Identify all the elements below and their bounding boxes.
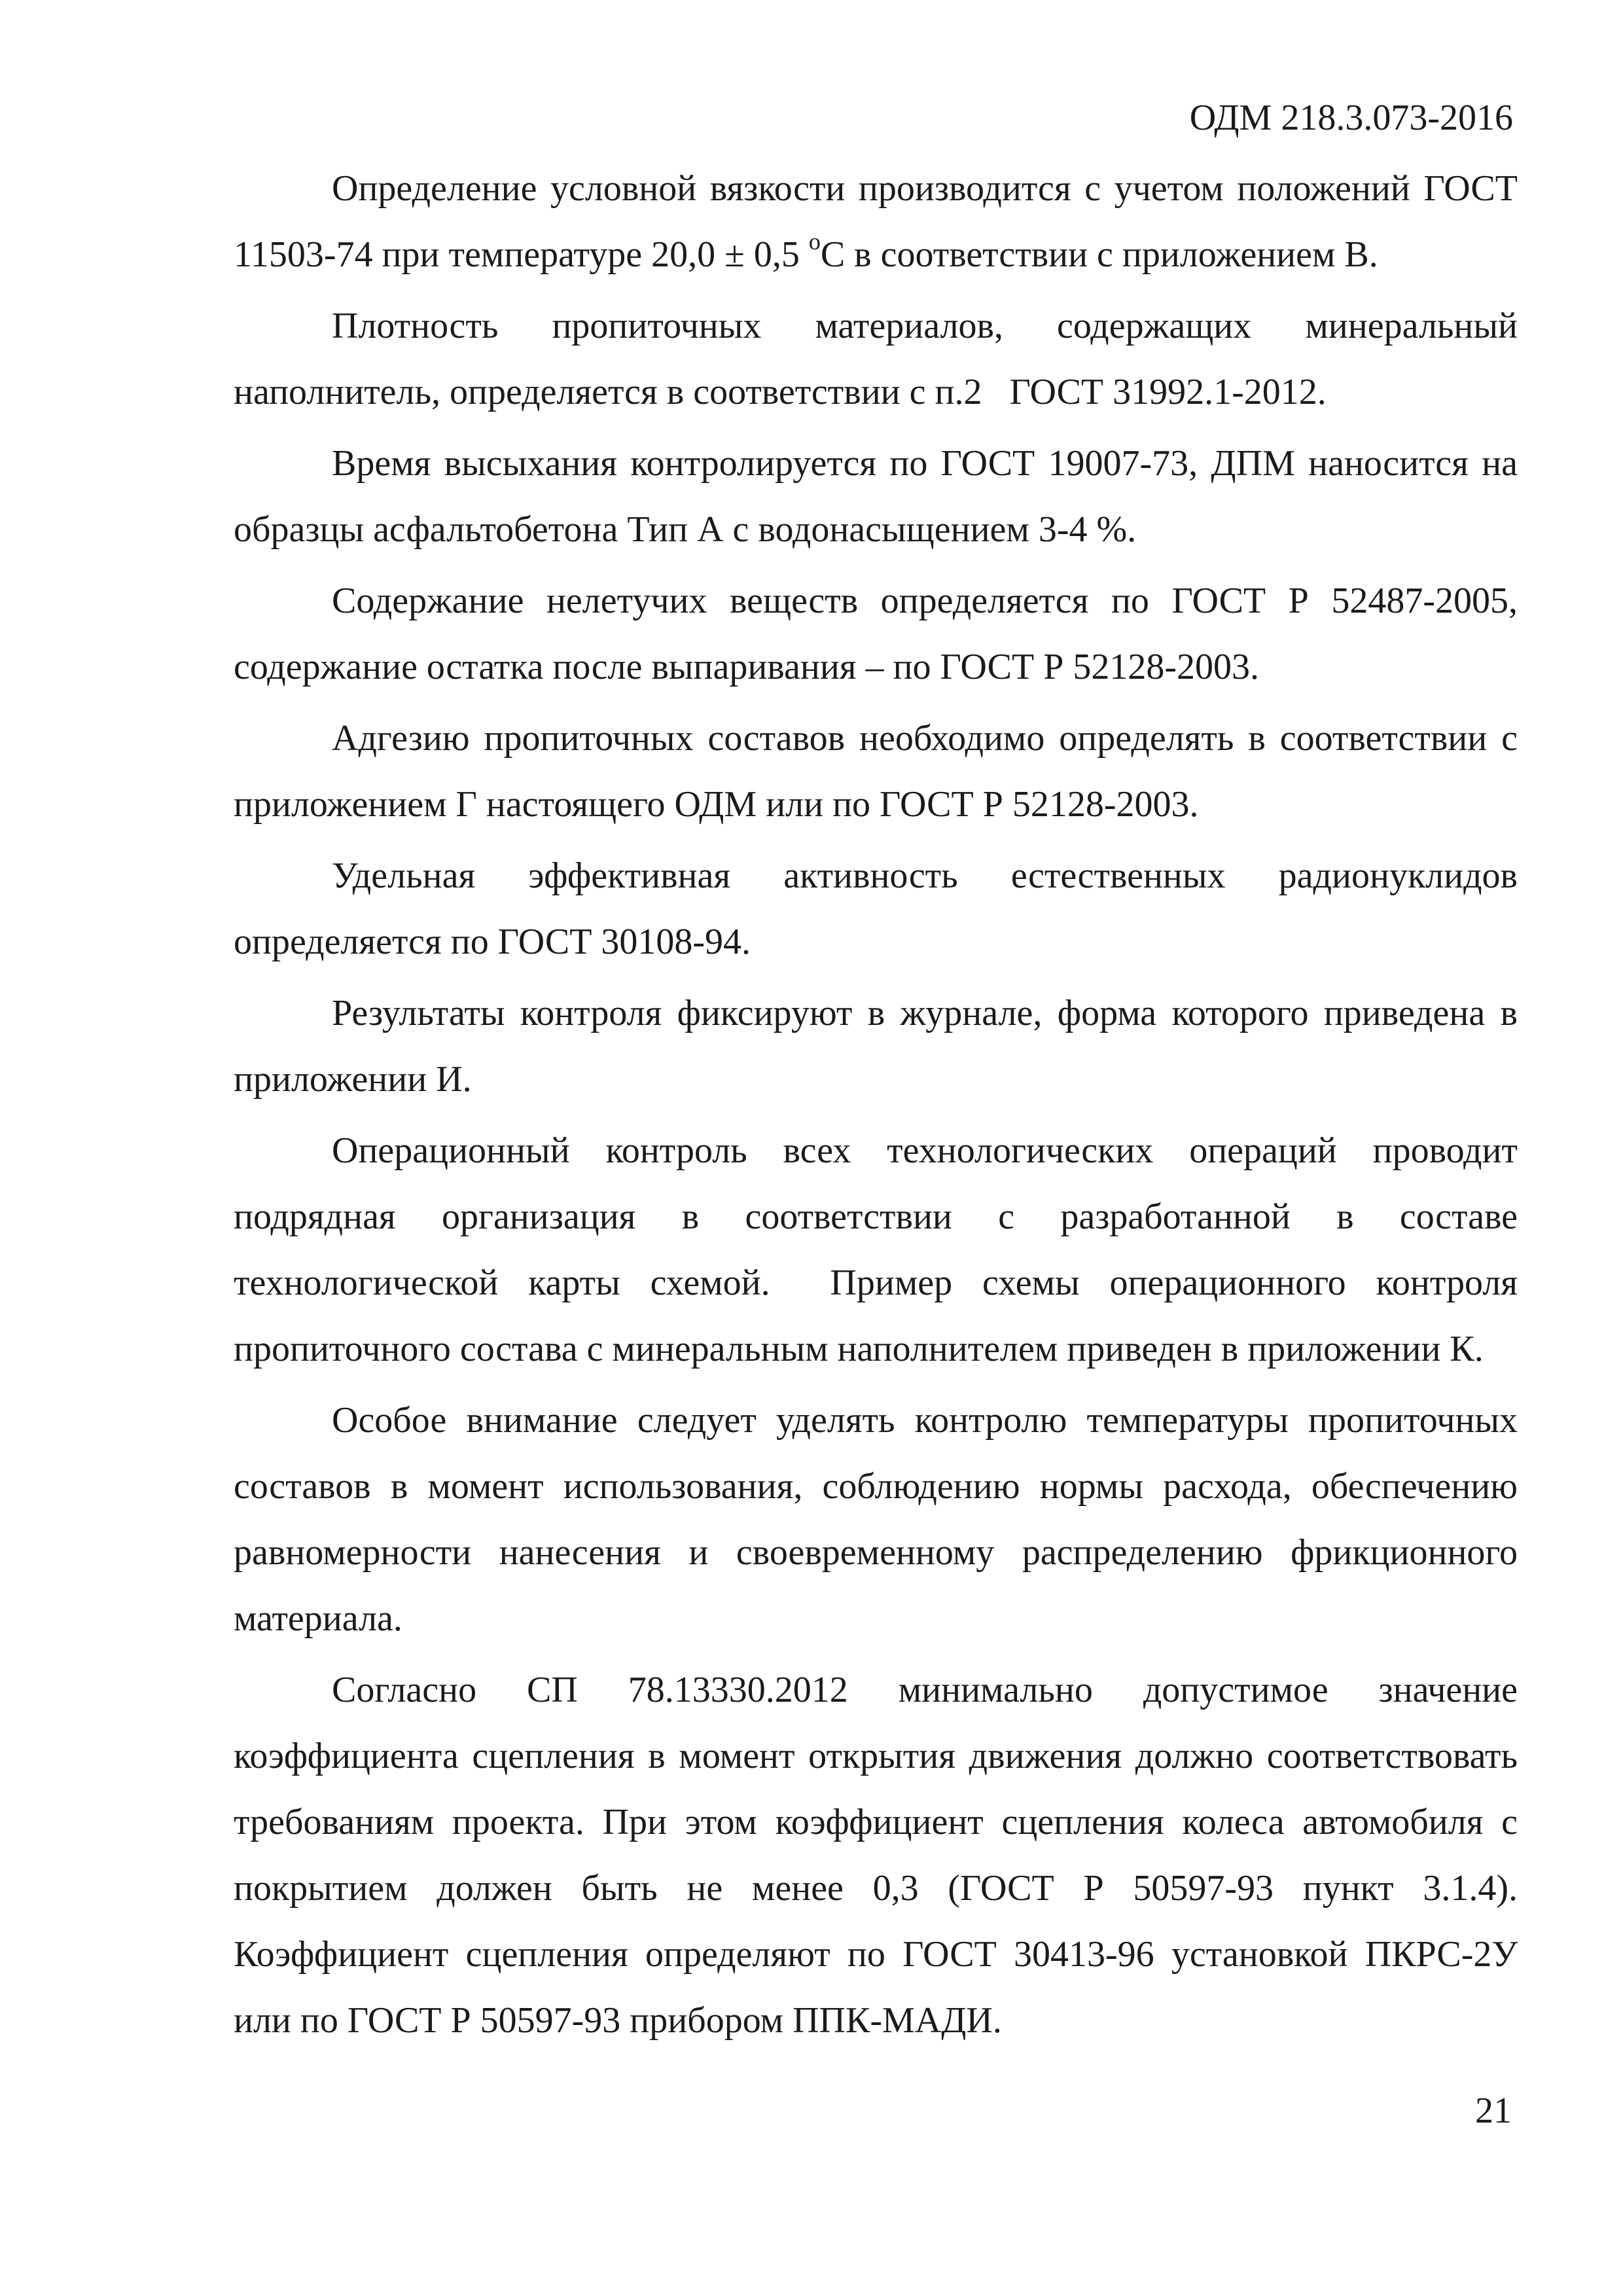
- document-code: ОДМ 218.3.073-2016: [1189, 98, 1513, 138]
- document-body: [234, 156, 1527, 2059]
- paragraph-special-attention: Особое внимание следует уделять контролю температуры пропиточных составов в момент использования, соблюдению нормы расхода, обеспечению равномерности нанесения и своевременному распределению фрикционного материала.: [234, 1400, 1527, 1639]
- paragraph-viscosity-text: Определение условной вязкости производится с учетом положений ГОСТ 11503-74 при температуре 20,0 ± 0,5: [234, 168, 1527, 275]
- paragraph-operational-control: Операционный контроль всех технологических операций проводит подрядная организация в соответствии с разработанной в составе технологической карты схемой. Пример схемы операционного контроля пропиточного состава с минеральным наполнителем приведен в приложении К.: [234, 1130, 1527, 1369]
- paragraph-viscosity-text-end: С в соответствии с приложением В.: [820, 234, 1378, 275]
- paragraph-density: Плотность пропиточных материалов, содержащих минеральный наполнитель, определяется в соответствии с п.2 ГОСТ 31992.1-2012.: [234, 306, 1527, 412]
- paragraph-nonvolatile: Содержание нелетучих веществ определяется по ГОСТ Р 52487-2005, содержание остатка после выпаривания – по ГОСТ Р 52128-2003.: [234, 581, 1527, 687]
- paragraph-adhesion: Адгезию пропиточных составов необходимо определять в соответствии с приложением Г настоящего ОДМ или по ГОСТ Р 52128-2003.: [234, 718, 1527, 825]
- page-number: 21: [1475, 2090, 1512, 2131]
- paragraph-radionuclides: Удельная эффективная активность естественных радионуклидов определяется по ГОСТ 30108-94.: [234, 855, 1527, 962]
- paragraph-control-results: Результаты контроля фиксируют в журнале, форма которого приведена в приложении И.: [234, 993, 1527, 1100]
- paragraph-friction-coefficient: Согласно СП 78.13330.2012 минимально допустимое значение коэффициента сцепления в момент открытия движения должно соответствовать требованиям проекта. При этом коэффициент сцепления колеса автомобиля с покрытием должен быть не менее 0,3 (ГОСТ Р 50597-93 пункт 3.1.4). Коэффициент сцепления определяют по ГОСТ 30413-96 установкой ПКРС-2У или по ГОСТ Р 50597-93 прибором ППК-МАДИ.: [234, 1670, 1527, 2041]
- paragraph-viscosity: [234, 156, 1527, 288]
- degree-superscript: o: [808, 228, 821, 255]
- paragraph-drying-time: Время высыхания контролируется по ГОСТ 19007-73, ДПМ наносится на образцы асфальтобетона Тип А с водонасыщением 3-4 %.: [234, 443, 1527, 550]
